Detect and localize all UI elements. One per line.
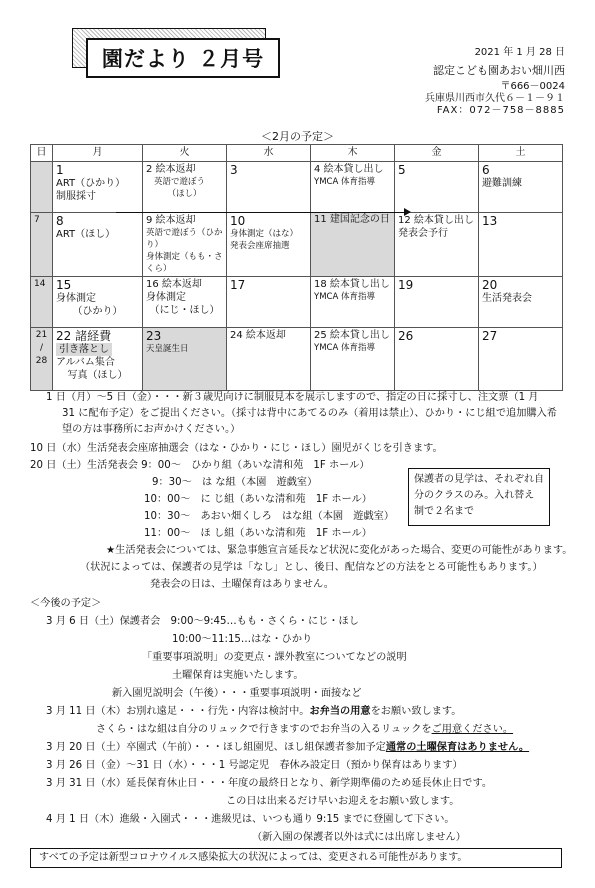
paragraph-line: 11：00～ ほ し組（あいな清和苑 1F ホール）	[144, 528, 372, 539]
calendar-cell: 20 生活発表会	[479, 277, 563, 328]
calendar-cell: 13	[479, 213, 563, 277]
calendar-cell: 12 絵本貸し出し 発表会予行	[395, 213, 479, 277]
paragraph-line: 「重要事項説明」の変更点・課外教室についてなどの説明	[142, 652, 407, 663]
calendar-week-row	[31, 328, 563, 391]
day-header: 月	[53, 145, 143, 162]
paragraph-line: 望の方は事務所にお声かけください。）	[62, 424, 241, 435]
day-header: 日	[31, 145, 53, 162]
calendar-cell: 15 身体測定 （ひかり）	[53, 277, 143, 328]
paragraph-line: 3 月 11 日（木）お別れ遠足・・・行先・内容は検討中。お弁当の用意をお願い致します。	[46, 706, 462, 717]
calendar-cell: 6 避難訓練	[479, 162, 563, 213]
calendar-cell: 22 諸経費 引き落とし アルバム集合 写真（ほし）	[53, 328, 143, 391]
paragraph-line: 9：30～ は な組（本園 遊戯室）	[152, 477, 318, 488]
paragraph-line: （新入園の保護者以外は式には出席しません）	[252, 832, 466, 843]
calendar-cell: 9 絵本返却 英語で遊ぼう（ひかり） 身体測定（もも・さくら）	[143, 213, 227, 277]
day-header: 土	[479, 145, 563, 162]
day-header: 水	[227, 145, 311, 162]
calendar-cell: 26	[395, 328, 479, 391]
paragraph-line: 10:00～11:15…はな・ひかり	[172, 634, 313, 645]
paragraph-line: この日は出来るだけ早いお迎えをお願い致します。	[226, 796, 460, 807]
sunday-cell: 7	[31, 213, 53, 277]
paragraph-line: 3 月 26 日（金）～31 日（水）・・・1 号認定児 春休み設定日（預かり保育はあります）	[46, 760, 463, 771]
calendar-cell: 19	[395, 277, 479, 328]
fax-number: FAX：072－758－8885	[436, 105, 565, 116]
sunday-cell: 21 / 28	[31, 328, 53, 391]
calendar-cell: 3	[227, 162, 311, 213]
calendar-table	[30, 144, 563, 391]
paragraph-line: 31 に配布予定）をご提出ください。（採寸は背中にあてるのみ（着用は禁止）、ひかり・にじ組で追加購入希	[62, 408, 557, 419]
calendar-header-row	[31, 145, 563, 162]
postal-code: 〒666－0024	[500, 81, 565, 92]
page-title: 園だより ２月号	[86, 38, 280, 78]
issue-date: 2021 年 1 月 28 日	[474, 47, 565, 58]
paragraph-line: （状況によっては、保護者の見学は「なし」とし、後日、配信などの方法をとる可能性もあります。）	[80, 562, 543, 573]
footer-notice: すべての予定は新型コロナウイルス感染拡大の状況によっては、変更される可能性があります。	[30, 848, 562, 868]
calendar-cell: 16 絵本返却 身体測定 （にじ・ほし）	[143, 277, 227, 328]
calendar-cell: 2 絵本返却 英語で遊ぼう （ほし）	[143, 162, 227, 213]
schedule-title: ＜2月の予定＞	[261, 130, 334, 143]
calendar-week-row	[31, 162, 563, 213]
calendar-cell: 24 絵本返却	[227, 328, 311, 391]
day-header: 火	[143, 145, 227, 162]
calendar-week-row	[31, 277, 563, 328]
calendar-cell: 5	[395, 162, 479, 213]
sunday-cell	[31, 162, 53, 213]
holiday-cell: 23 天皇誕生日	[143, 328, 227, 391]
paragraph-line: 20 日（土）生活発表会 9：00～ ひかり組（あいな清和苑 1F ホール）	[30, 460, 370, 471]
section-heading: ＜今後の予定＞	[30, 598, 102, 609]
calendar-week-row	[31, 213, 563, 277]
paragraph-line: 3 月 20 日（土）卒園式（午前）・・・ほし組園児、ほし組保護者参加予定通常の土曜保育はありません。	[46, 742, 530, 753]
paragraph-line: 発表会の日は、土曜保育はありません。	[150, 579, 334, 590]
arrow-right-icon	[404, 208, 411, 216]
day-header: 木	[311, 145, 395, 162]
paragraph-line: 3 月 31 日（水）延長保育休止日・・・年度の最終日となり、新学期準備のため延長休止日です。	[46, 778, 493, 789]
calendar-cell: 18 絵本貸し出し YMCA 体育指導	[311, 277, 395, 328]
paragraph-line: さくら・はな組は自分のリュックで行きますのでお弁当の入るリュックをご用意ください。	[96, 724, 514, 735]
calendar-cell: 8 ART（ほし）	[53, 213, 143, 277]
calendar-cell: 27	[479, 328, 563, 391]
calendar-cell: 10 身体測定（はな） 発表会座席抽選	[227, 213, 311, 277]
paragraph-line: 10：00～ に じ組（あいな清和苑 1F ホール）	[144, 494, 372, 505]
calendar-cell: 4 絵本貸し出し YMCA 体育指導	[311, 162, 395, 213]
paragraph-line: 10：30～ あおい畑くしろ はな組（本園 遊戯室）	[144, 511, 395, 522]
calendar-cell: 25 絵本貸し出し YMCA 体育指導	[311, 328, 395, 391]
paragraph-line: 1 日（月）～5 日（金）・・・新３歳児向けに制服見本を展示しますので、指定の日に採寸し、注文票（1 月	[46, 392, 539, 403]
paragraph-line: 新入園児説明会（午後）・・・重要事項説明・面接など	[112, 688, 362, 699]
paragraph-line: 土曜保育は実施いたします。	[172, 670, 304, 681]
address: 兵庫県川西市久代６－１－９１	[425, 93, 565, 104]
paragraph-line: ★生活発表会については、緊急事態宣言延長など状況に変化があった場合、変更の可能性があります。	[106, 545, 573, 556]
paragraph-line: 3 月 6 日（土）保護者会 9:00～9:45…もも・さくら・にじ・ほし	[46, 616, 359, 627]
paragraph-line: 10 日（水）生活発表会座席抽選会（はな・ひかり・にじ・ほし）園児がくじを引きます。	[30, 443, 443, 454]
period-arrow-line	[116, 212, 406, 213]
calendar-cell: 17	[227, 277, 311, 328]
visitor-note-box: 保護者の見学は、それぞれ自分のクラスのみ。入れ替え制で２名まで	[408, 468, 550, 526]
organization-name: 認定こども園あおい畑川西	[433, 64, 565, 77]
holiday-cell: 11 建国記念の日	[311, 213, 395, 277]
calendar-cell: 1 ART（ひかり） 制服採寸	[53, 162, 143, 213]
day-header: 金	[395, 145, 479, 162]
sunday-cell: 14	[31, 277, 53, 328]
paragraph-line: 4 月 1 日（木）進級・入園式・・・進級児は、いつも通り 9:15 までに登園して下さい。	[46, 814, 455, 825]
